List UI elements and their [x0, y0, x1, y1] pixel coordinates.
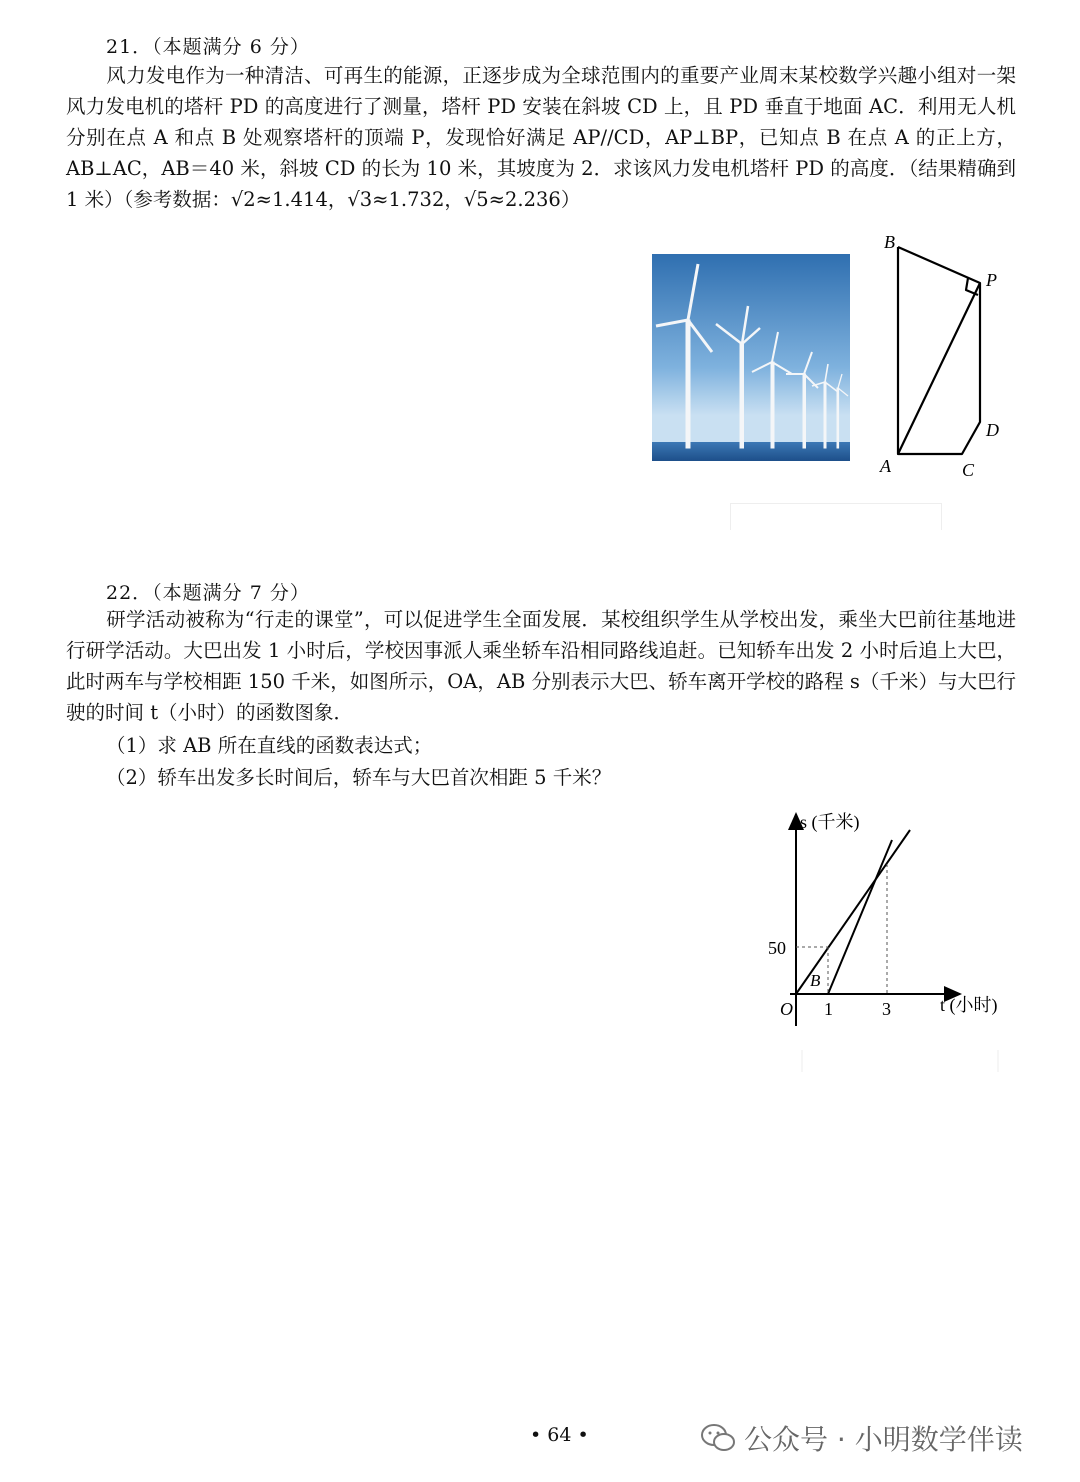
- q22-text: [66, 604, 1016, 728]
- q22-header: 22．（本题满分 7 分）: [106, 582, 310, 604]
- y-axis-label: s (千米): [800, 812, 860, 832]
- point-B-label: B: [810, 971, 821, 990]
- wechat-icon: [700, 1423, 736, 1453]
- q21-text-body: 风力发电作为一种清洁、可再生的能源，正逐步成为全球范围内的重要产业周末某校数学兴趣小组对一架风力发电机的塔杆 PD 的高度进行了测量，塔杆 PD 安装在斜坡 CD 上，且 PD 垂直于地面 AC．利用无人机分别在点 A 和点 B 处观察塔杆的顶端 P，发现恰好满足 AP//CD，AP⊥BP，已知点 B 在点 A 的正上方，AB⊥AC，AB＝40 米，斜坡 CD 的长为 10 米，其坡度为 2．求该风力发电机塔杆 PD 的高度．（结果精确到 1 米）（参考数据：√2≈1.414，√3≈1.732，√5≈2.236）: [66, 64, 1016, 211]
- origin-label: O: [780, 999, 793, 1019]
- line-AB: [828, 840, 892, 994]
- line-OA: [796, 830, 910, 994]
- x-tick-1: 1: [824, 999, 833, 1019]
- page-number: • 64 •: [530, 1424, 589, 1446]
- q21-text: [66, 60, 1016, 215]
- q22-text-body: 研学活动被称为“行走的课堂”，可以促进学生全面发展．某校组织学生从学校出发，乘坐大巴前往基地进行研学活动。大巴出发 1 小时后，学校因事派人乘坐轿车沿相同路线追赶。已知轿车出发 2 小时后追上大巴，此时两车与学校相距 150 千米，如图所示，OA，AB 分别表示大巴、轿车离开学校的路程 s（千米）与大巴行驶的时间 t（小时）的函数图象．: [66, 608, 1016, 724]
- q22-part1: （1）求 AB 所在直线的函数表达式；: [106, 734, 433, 757]
- wind-turbine-photo: [652, 254, 850, 461]
- figure-frame-fragment: [730, 503, 942, 530]
- label-D: D: [986, 420, 999, 440]
- label-B: B: [884, 232, 895, 252]
- x-tick-3: 3: [882, 999, 891, 1019]
- x-axis-label: t (小时): [940, 995, 998, 1015]
- label-P: P: [986, 270, 997, 290]
- tower-geometry-figure: [872, 230, 1012, 485]
- q22-part2: （2）轿车出发多长时间后，轿车与大巴首次相距 5 千米？: [106, 766, 612, 789]
- watermark: [700, 1418, 1023, 1458]
- watermark-text: 公众号 · 小明数学伴读: [744, 1423, 1023, 1456]
- label-C: C: [962, 460, 975, 480]
- q21-header: 21．（本题满分 6 分）: [106, 36, 310, 58]
- label-A: A: [880, 456, 891, 476]
- function-graph: [760, 804, 1010, 1074]
- y-tick-50: 50: [768, 938, 786, 958]
